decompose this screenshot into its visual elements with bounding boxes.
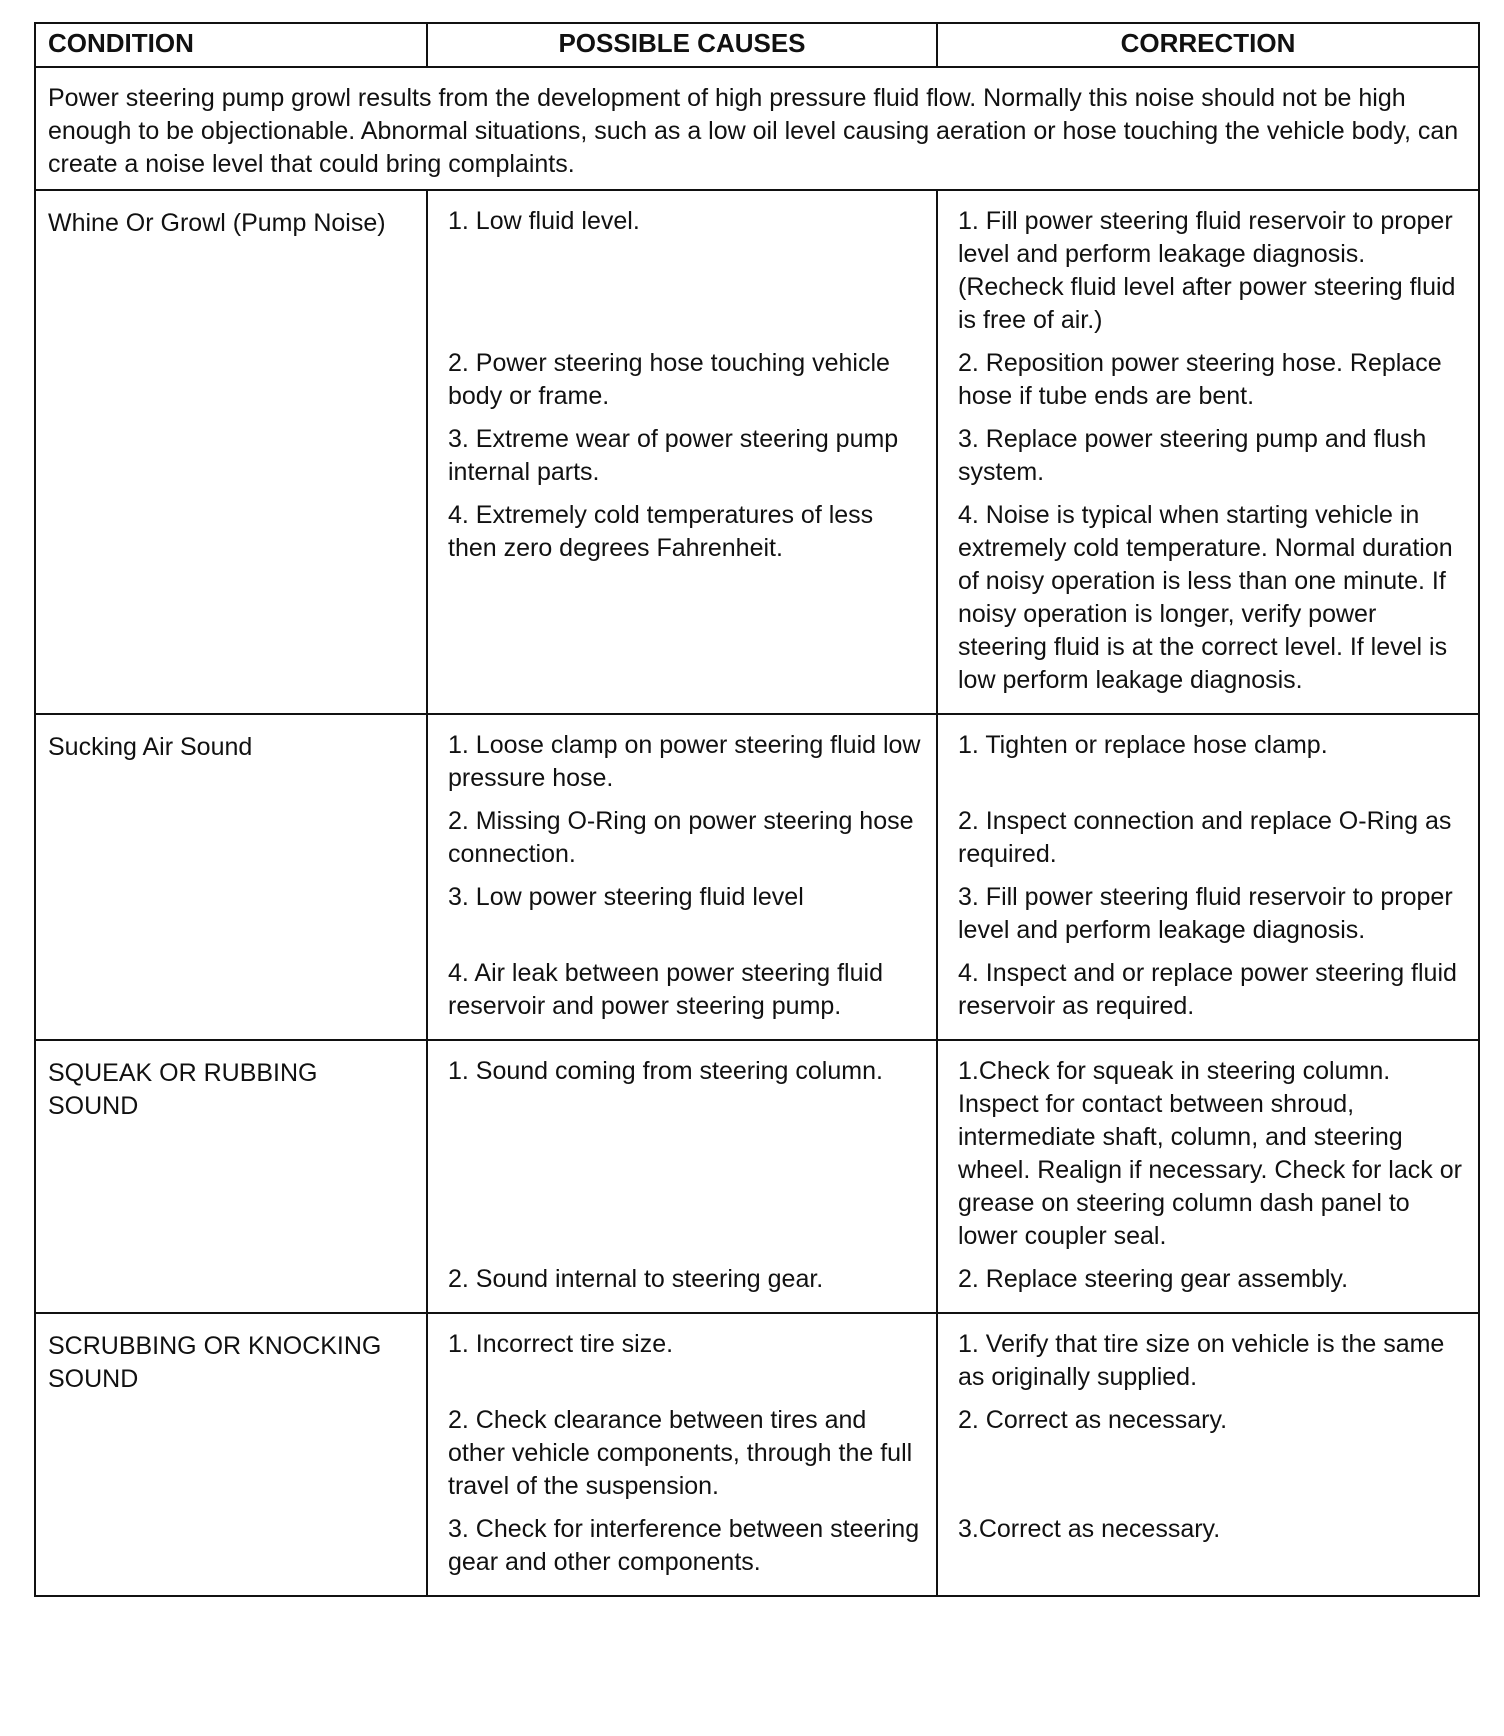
cause-item: 2. Sound internal to steering gear. bbox=[448, 1265, 824, 1293]
correction-cell bbox=[937, 1040, 1479, 1313]
cause-item: 3. Low power steering fluid level bbox=[448, 883, 804, 911]
correction-item: 2. Replace steering gear assembly. bbox=[958, 1265, 1349, 1293]
correction-item: 1. Verify that tire size on vehicle is the same as originally supplied. bbox=[958, 1330, 1445, 1391]
correction-cell bbox=[937, 714, 1479, 1040]
header-row bbox=[35, 23, 1479, 67]
possible-causes-cell bbox=[427, 1040, 937, 1313]
cause-item: 2. Check clearance between tires and other vehicle components, through the full travel of the suspension. bbox=[448, 1406, 913, 1500]
correction-item: 3. Replace power steering pump and flush system. bbox=[958, 425, 1427, 486]
correction-item: 1. Tighten or replace hose clamp. bbox=[958, 731, 1328, 759]
possible-causes-cell bbox=[427, 1313, 937, 1596]
correction-cell bbox=[937, 1313, 1479, 1596]
condition-cell: SCRUBBING OR KNOCKING SOUND bbox=[35, 1313, 427, 1596]
header-possible-causes: POSSIBLE CAUSES bbox=[427, 23, 937, 67]
correction-item: 2. Correct as necessary. bbox=[958, 1406, 1228, 1434]
table-row bbox=[35, 1313, 1479, 1596]
condition-cell: SQUEAK OR RUBBING SOUND bbox=[35, 1040, 427, 1313]
troubleshooting-document bbox=[34, 22, 1478, 1597]
cause-item: 1. Low fluid level. bbox=[448, 207, 640, 235]
intro-row bbox=[35, 67, 1479, 190]
correction-item: 4. Noise is typical when starting vehicle in extremely cold temperature. Normal duration of noisy operation is less than one minute. If noisy operation is longer, verify power steering fluid is at the correct level. If level is low perform leakage diagnosis. bbox=[958, 501, 1453, 694]
cause-item: 2. Missing O-Ring on power steering hose connection. bbox=[448, 807, 914, 868]
possible-causes-cell bbox=[427, 190, 937, 714]
intro-text: Power steering pump growl results from the development of high pressure fluid flow. Normally this noise should not be high enough to be objectionable. Abnormal situations, such as a low oil level causing aeration or hose touching the vehicle body, can create a noise level that could bring complaints. bbox=[35, 67, 1479, 190]
correction-cell bbox=[937, 190, 1479, 714]
diagnosis-table bbox=[34, 22, 1480, 1597]
table-row bbox=[35, 190, 1479, 714]
condition-cell: Whine Or Growl (Pump Noise) bbox=[35, 190, 427, 714]
correction-item: 2. Reposition power steering hose. Replace hose if tube ends are bent. bbox=[958, 349, 1442, 410]
condition-cell: Sucking Air Sound bbox=[35, 714, 427, 1040]
cause-item: 2. Power steering hose touching vehicle body or frame. bbox=[448, 349, 890, 410]
correction-item: 3.Correct as necessary. bbox=[958, 1515, 1221, 1543]
table-row bbox=[35, 714, 1479, 1040]
cause-item: 1. Incorrect tire size. bbox=[448, 1330, 674, 1358]
cause-item: 4. Extremely cold temperatures of less then zero degrees Fahrenheit. bbox=[448, 501, 874, 562]
correction-item: 1.Check for squeak in steering column. Inspect for contact between shroud, intermediate shaft, column, and steering wheel. Realign if necessary. Check for lack or grease on steering column dash panel to lower coupler seal. bbox=[958, 1057, 1462, 1250]
correction-item: 4. Inspect and or replace power steering fluid reservoir as required. bbox=[958, 959, 1457, 1020]
cause-item: 1. Loose clamp on power steering fluid low pressure hose. bbox=[448, 731, 921, 792]
correction-item: 3. Fill power steering fluid reservoir to proper level and perform leakage diagnosis. bbox=[958, 883, 1453, 944]
table-row bbox=[35, 1040, 1479, 1313]
possible-causes-cell bbox=[427, 714, 937, 1040]
table-body bbox=[35, 67, 1479, 1596]
cause-item: 3. Extreme wear of power steering pump internal parts. bbox=[448, 425, 899, 486]
cause-item: 1. Sound coming from steering column. bbox=[448, 1057, 883, 1085]
header-correction: CORRECTION bbox=[937, 23, 1479, 67]
correction-item: 1. Fill power steering fluid reservoir to proper level and perform leakage diagnosis. (Recheck fluid level after power steering fluid is free of air.) bbox=[958, 207, 1456, 334]
cause-item: 3. Check for interference between steering gear and other components. bbox=[448, 1515, 920, 1576]
header-condition: CONDITION bbox=[35, 23, 427, 67]
cause-item: 4. Air leak between power steering fluid reservoir and power steering pump. bbox=[448, 959, 883, 1020]
correction-item: 2. Inspect connection and replace O-Ring as required. bbox=[958, 807, 1452, 868]
